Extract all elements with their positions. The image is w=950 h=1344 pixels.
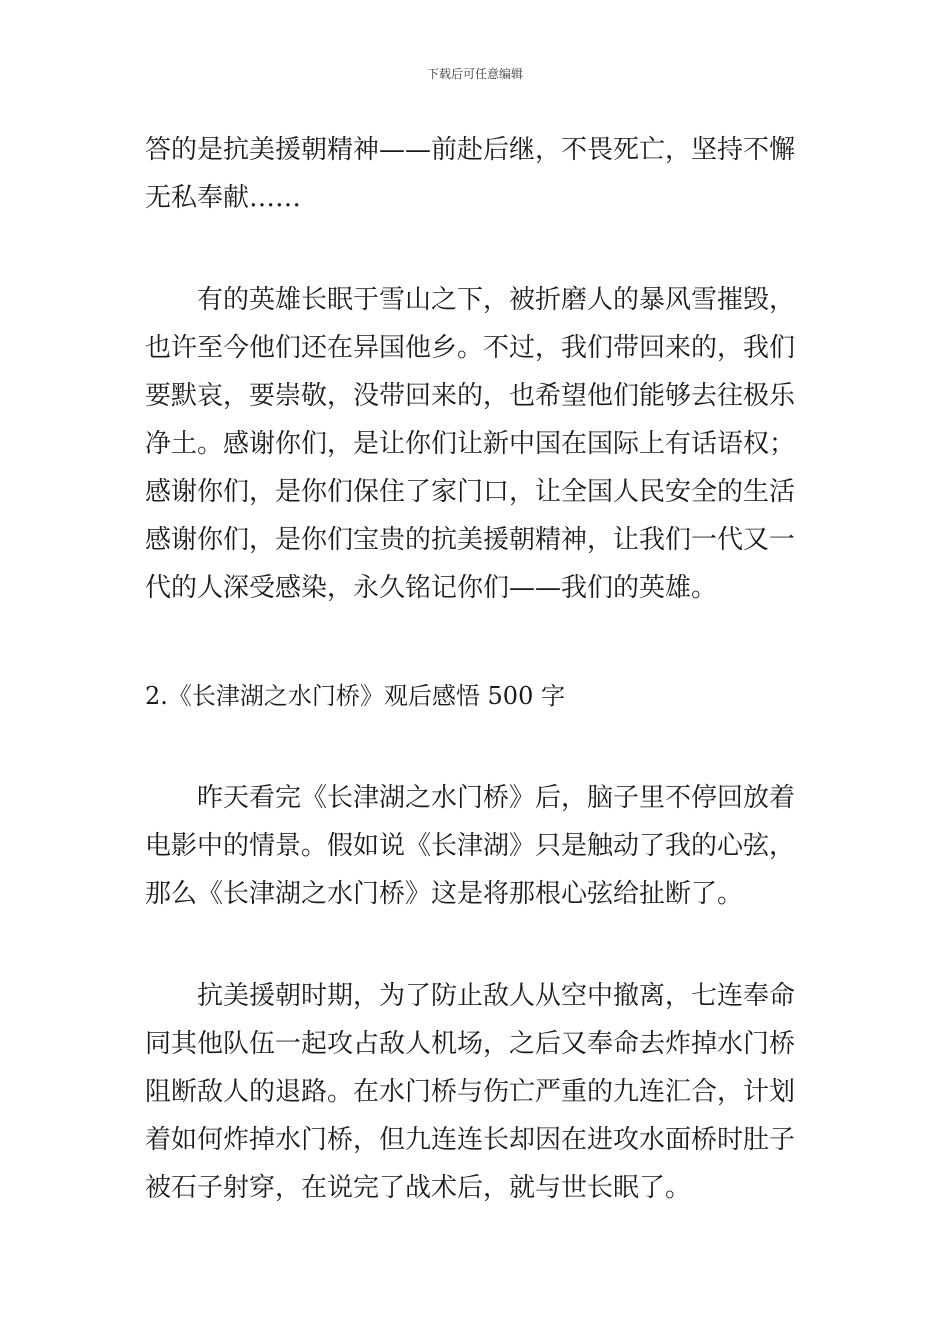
text-line: 被石子射穿，在说完了战术后，就与世长眠了。: [145, 1173, 692, 1203]
text-line: 电影中的情景。假如说《长津湖》只是触动了我的心弦，: [145, 831, 796, 861]
section-heading: [145, 672, 810, 720]
text-line: 净土。感谢你们，是让你们让新中国在国际上有话语权；: [145, 429, 796, 459]
text-line: 也许至今他们还在异国他乡。不过，我们带回来的，我们: [145, 333, 796, 363]
paragraph-4: [145, 972, 810, 1212]
text-line: 着如何炸掉水门桥，但九连连长却因在进攻水面桥时肚子: [145, 1125, 796, 1155]
text-line: 昨天看完《长津湖之水门桥》后，脑子里不停回放着: [145, 783, 796, 813]
text-line: 感谢你们，是你们保住了家门口，让全国人民安全的生活: [145, 477, 796, 507]
text-line: 抗美援朝时期，为了防止敌人从空中撤离，七连奉命: [145, 981, 796, 1011]
text-line: 感谢你们，是你们宝贵的抗美援朝精神，让我们一代又一: [145, 525, 796, 555]
text-line: 要默哀，要崇敬，没带回来的，也希望他们能够去往极乐: [145, 381, 796, 411]
text-line: 那么《长津湖之水门桥》这是将那根心弦给扯断了。: [145, 879, 744, 909]
text-line: 代的人深受感染，永久铭记你们——我们的英雄。: [145, 573, 718, 603]
paragraph-3: [145, 774, 810, 918]
paragraph-2: [145, 276, 810, 612]
section-title: 2.《长津湖之水门桥》观后感悟 500 字: [145, 682, 565, 710]
text-line: 有的英雄长眠于雪山之下，被折磨人的暴风雪摧毁，: [145, 285, 796, 315]
text-line: 答的是抗美援朝精神——前赴后继，不畏死亡，坚持不懈: [145, 135, 796, 165]
text-line: 阻断敌人的退路。在水门桥与伤亡严重的九连汇合，计划: [145, 1077, 796, 1107]
text-line: 无私奉献……: [145, 183, 302, 213]
page-header: 下载后可任意编辑: [426, 67, 523, 81]
paragraph-1: [145, 126, 810, 222]
text-line: 同其他队伍一起攻占敌人机场，之后又奉命去炸掉水门桥: [145, 1029, 796, 1059]
